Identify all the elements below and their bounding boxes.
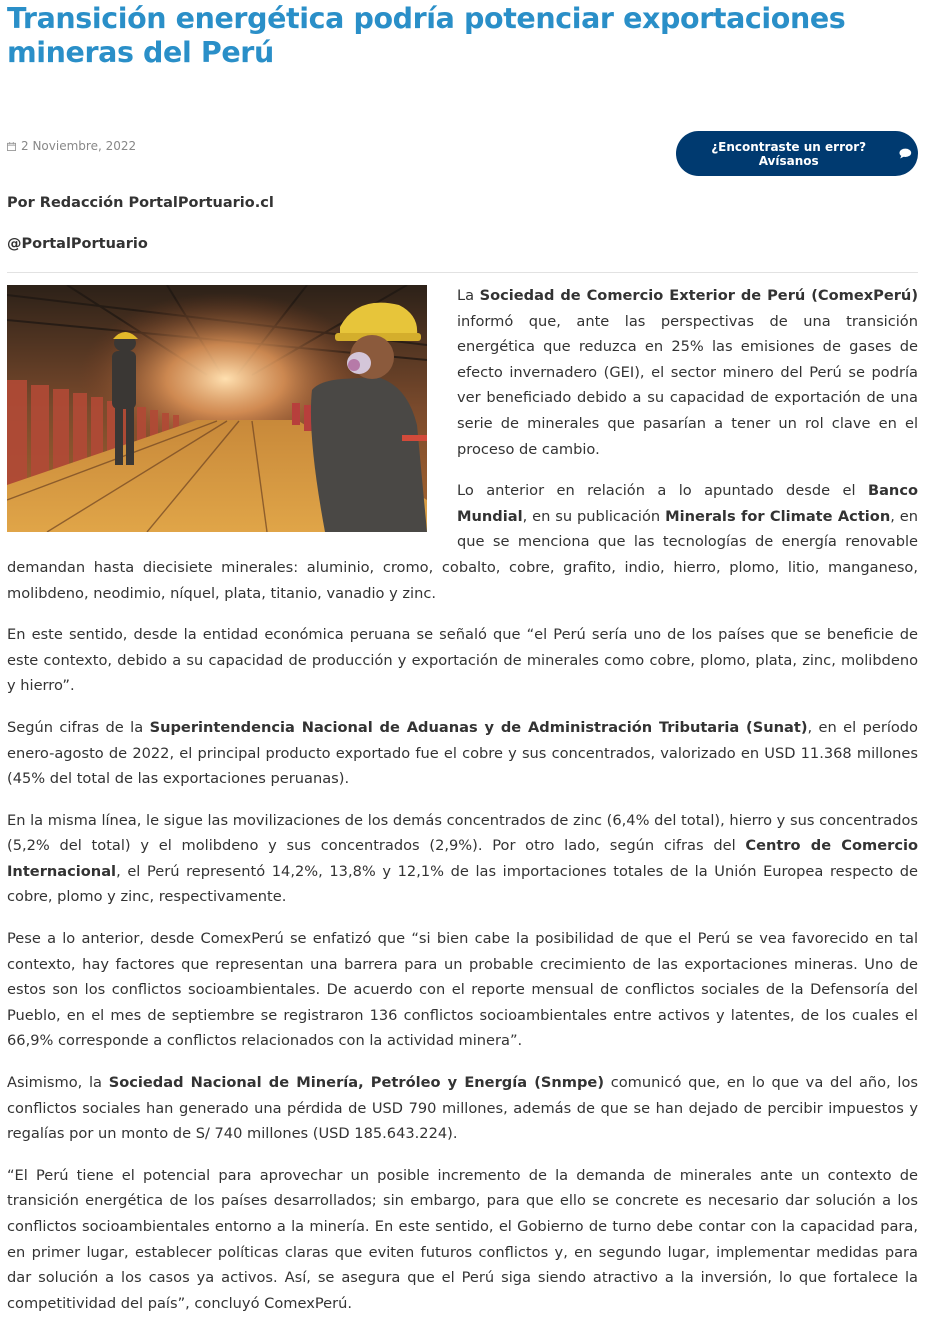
bold-text: Superintendencia Nacional de Aduanas y de Administración Tributaria (Sunat) xyxy=(149,718,808,736)
paragraph-text: Según cifras de la xyxy=(7,718,150,736)
paragraph-text: Asimismo, la xyxy=(7,1074,109,1092)
bold-text: Banco Mundial xyxy=(457,482,918,525)
calendar-icon xyxy=(7,142,16,151)
bold-text: Sociedad Nacional de Minería, Petróleo y Energía (Snmpe) xyxy=(108,1074,604,1092)
report-error-label: ¿Encontraste un error? Avísanos xyxy=(711,139,867,168)
paragraph-text: informó que, ante las perspectivas de una transición energética que reduzca en 25% las emisiones de gases de efecto invernadero (GEI), el sector minero del Perú se podría ver beneficiado debido a su capacidad de exportación de una serie de minerales que pasarían a tener un rol clave en el proceso de cambio. xyxy=(457,312,918,458)
article-paragraph xyxy=(7,715,918,792)
article-paragraph xyxy=(7,1163,918,1317)
paragraph-text: , el Perú representó 14,2%, 13,8% y 12,1% de las importaciones totales de la Unión Europea respecto de cobre, plomo y zinc, respectivamente. xyxy=(7,862,918,906)
divider xyxy=(7,272,918,273)
paragraph-text: “El Perú tiene el potencial para aprovechar un posible incremento de la demanda de minerales ante un contexto de transición energética de los países desarrollados; sin embargo, para que ello se concrete es necesario dar solución a los conflictos socioambientales entorno a la minería. En este sentido, el Gobierno de turno debe contar con la capacidad para, en primer lugar, establecer políticas claras que eviten futuros conflictos y, en segundo lugar, implementar medidas para dar solución a los casos ya activos. Así, se asegura que el Perú siga siendo atractivo a la inversión, lo que fortalece la competitividad del país”, concluyó ComexPerú. xyxy=(7,1166,918,1312)
bold-text: Centro de Comercio Internacional xyxy=(7,837,918,880)
byline: Por Redacción PortalPortuario.cl xyxy=(7,195,274,211)
date-text: 2 Noviembre, 2022 xyxy=(21,139,137,153)
paragraph-text: comunicó que, en lo que va del año, los conflictos sociales han generado una pérdida de USD 790 millones, además de que se han dejado de percibir impuestos y regalías por un monto de S/ 740 millones (USD 185.643.224). xyxy=(7,1074,918,1143)
article-photo xyxy=(7,285,427,532)
paragraph-text: , en que se menciona que las tecnologías de energía renovable demandan hasta diecisiete minerales: aluminio, cromo, cobalto, cobre, grafito, indio, hierro, plomo, litio, manganeso, molibdeno, neodimio, níquel, plata, titanio, vanadio y zinc. xyxy=(7,507,919,602)
paragraph-text: Pese a lo anterior, desde ComexPerú se enfatizó que “si bien cabe la posibilidad de que el Perú se vea favorecido en tal contexto, hay factores que representan una barrera para un probable crecimiento de las exportaciones mineras. Uno de estos son los conflictos socioambientales. De acuerdo con el reporte mensual de conflictos sociales de la Defensoría del Pueblo, en el mes de septiembre se registraron 136 conflictos socioambientales entre activos y latentes, de los cuales el 66,9% corresponde a conflictos relacionados con la actividad minera”. xyxy=(7,930,918,1050)
paragraph-text: En la misma línea, le sigue las movilizaciones de los demás concentrados de zinc (6,4% del total), hierro y sus concentrados (5,2% del total) y el molibdeno y sus concentrados (2,9%). Por otro lado, según cifras del xyxy=(7,811,918,855)
mining-plant-image xyxy=(7,285,427,532)
twitter-handle: @PortalPortuario xyxy=(7,236,148,252)
article-paragraph xyxy=(7,808,918,910)
article-paragraph xyxy=(7,1070,918,1147)
bold-text: Sociedad de Comercio Exterior de Perú (ComexPerú) xyxy=(479,287,918,304)
paragraph-text: , en el período enero-agosto de 2022, el principal producto exportado fue el cobre y sus concentrados, valorizado en USD 11.368 millones (45% del total de las exportaciones peruanas). xyxy=(7,718,918,788)
article-paragraph xyxy=(7,926,918,1054)
paragraph-text: Lo anterior en relación a lo apuntado desde el xyxy=(457,482,868,500)
paragraph-text: En este sentido, desde la entidad económica peruana se señaló que “el Perú sería uno de los países que se beneficie de este contexto, debido a su capacidad de producción y exportación de minerales como cobre, plomo, plata, zinc, molibdeno y hierro”. xyxy=(7,626,918,695)
speech-bubble-icon xyxy=(899,148,912,159)
report-error-button[interactable] xyxy=(676,131,918,176)
paragraph-text: , en su publicación xyxy=(522,507,666,525)
article-body xyxy=(7,283,918,1332)
paragraph-text: La xyxy=(457,287,480,304)
article-date xyxy=(7,139,136,153)
article-paragraph xyxy=(7,622,918,699)
article-title: Transición energética podría potenciar exportaciones mineras del Perú xyxy=(7,2,846,69)
bold-text: Minerals for Climate Action xyxy=(665,507,891,525)
